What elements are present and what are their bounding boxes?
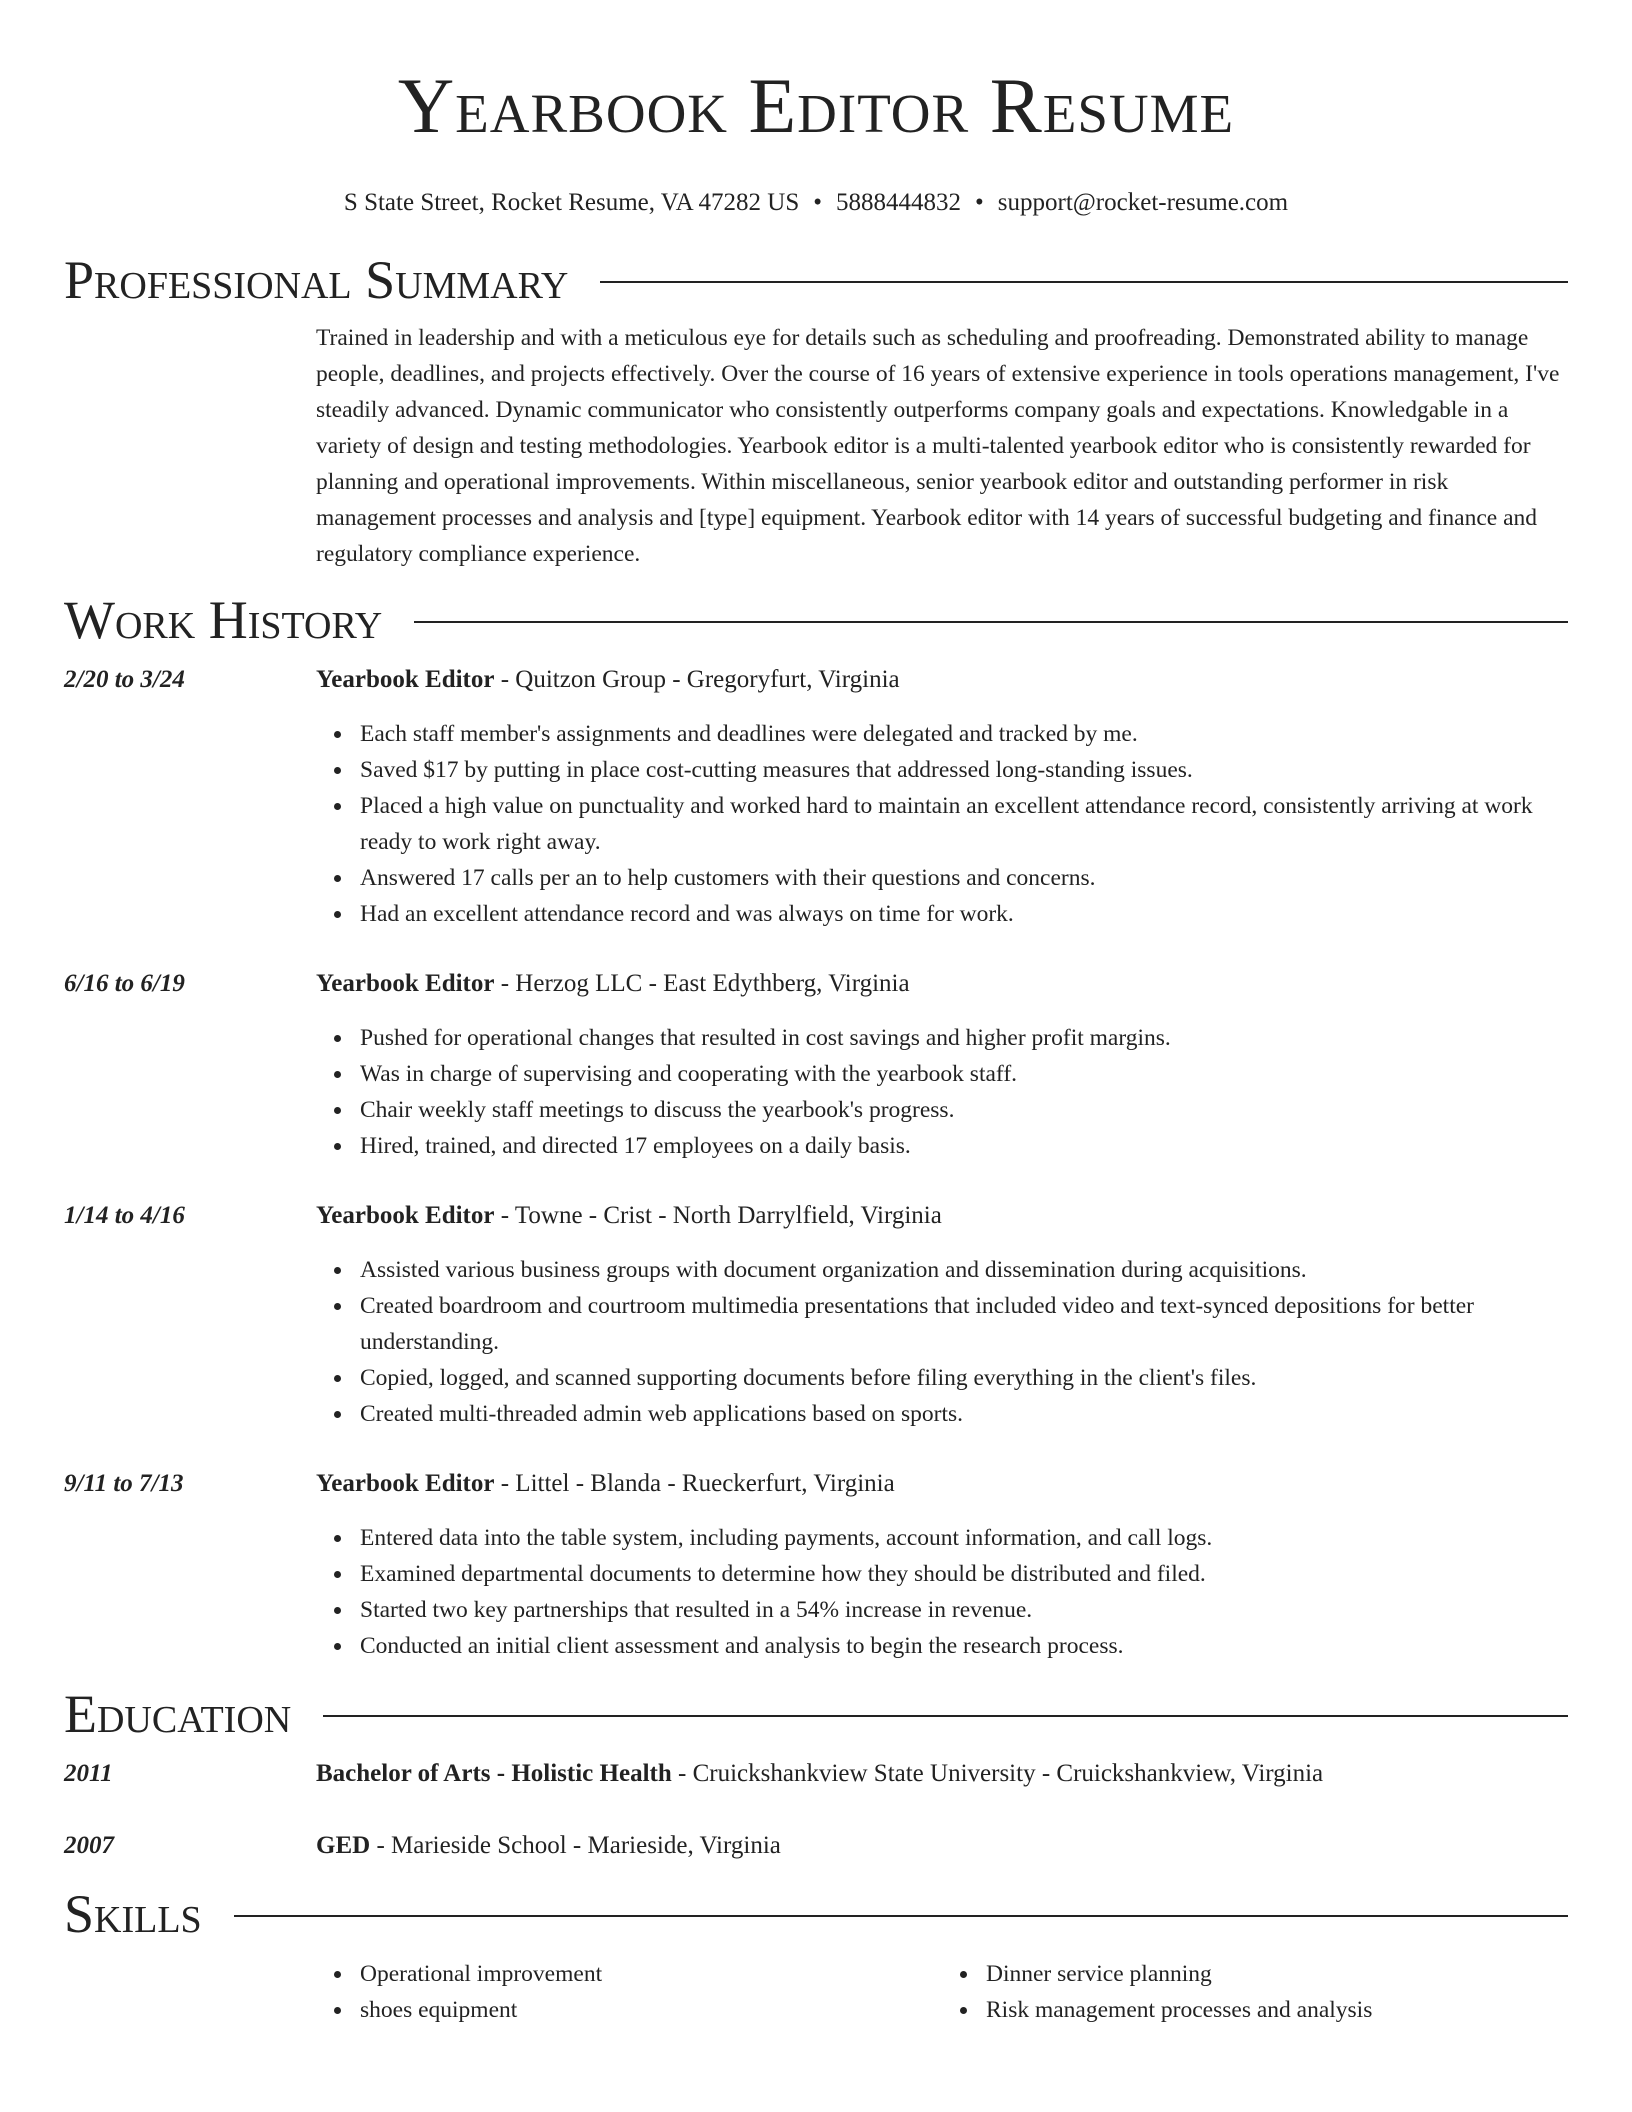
job-title-line bbox=[316, 662, 1568, 698]
skill-item: Risk management processes and analysis bbox=[986, 1992, 1568, 2028]
education-line bbox=[316, 1756, 1568, 1792]
job-title-line bbox=[316, 1198, 1568, 1234]
job-dates: 6/16 to 6/19 bbox=[64, 970, 185, 997]
list-item: Copied, logged, and scanned supporting documents before filing everything in the client's files. bbox=[360, 1360, 1568, 1396]
contact-phone: 5888444832 bbox=[836, 189, 962, 216]
skills-heading: Skills bbox=[64, 1884, 202, 1944]
section-divider bbox=[600, 281, 1568, 283]
education-entry bbox=[64, 1828, 1568, 1864]
list-item: Chair weekly staff meetings to discuss the yearbook's progress. bbox=[360, 1092, 1568, 1128]
skills-list-left bbox=[316, 1956, 942, 2028]
job-role: Yearbook Editor bbox=[316, 1202, 495, 1229]
section-divider bbox=[323, 1715, 1568, 1717]
education-section-header bbox=[64, 1684, 1568, 1744]
job-details: - Towne - Crist - North Darrylfield, Virginia bbox=[494, 1202, 942, 1229]
skills-list-right bbox=[942, 1956, 1568, 2028]
work-heading: Work History bbox=[64, 590, 383, 650]
job-dates: 2/20 to 3/24 bbox=[64, 666, 185, 693]
list-item: Each staff member's assignments and deadlines were delegated and tracked by me. bbox=[360, 716, 1568, 752]
skill-item: shoes equipment bbox=[360, 1992, 942, 2028]
job-details: - Herzog LLC - East Edythberg, Virginia bbox=[494, 970, 910, 997]
education-entry bbox=[64, 1756, 1568, 1792]
contact-separator: • bbox=[975, 189, 984, 216]
job-entry bbox=[64, 966, 1568, 1164]
contact-email: support@rocket-resume.com bbox=[997, 189, 1289, 216]
skill-item: Operational improvement bbox=[360, 1956, 942, 1992]
contact-separator: • bbox=[813, 189, 823, 216]
job-bullets bbox=[316, 1252, 1568, 1432]
skill-item: Dinner service planning bbox=[986, 1956, 1568, 1992]
list-item: Examined departmental documents to determine how they should be distributed and filed. bbox=[360, 1556, 1568, 1592]
list-item: Answered 17 calls per an to help customers with their questions and concerns. bbox=[360, 860, 1568, 896]
education-line bbox=[316, 1828, 1568, 1864]
list-item: Assisted various business groups with document organization and dissemination during acquisitions. bbox=[360, 1252, 1568, 1288]
job-dates: 1/14 to 4/16 bbox=[64, 1202, 185, 1229]
list-item: Conducted an initial client assessment and analysis to begin the research process. bbox=[360, 1628, 1568, 1664]
education-degree: GED bbox=[316, 1832, 371, 1859]
education-details: - Marieside School - Marieside, Virginia bbox=[370, 1832, 781, 1859]
job-bullets bbox=[316, 1020, 1568, 1164]
list-item: Placed a high value on punctuality and worked hard to maintain an excellent attendance record, consistently arriving at work ready to work right away. bbox=[360, 788, 1568, 860]
job-dates: 9/11 to 7/13 bbox=[64, 1470, 184, 1497]
job-title-line bbox=[316, 1466, 1568, 1502]
job-details: - Quitzon Group - Gregoryfurt, Virginia bbox=[494, 666, 900, 693]
education-year: 2007 bbox=[64, 1832, 114, 1859]
work-section-header bbox=[64, 590, 1568, 650]
education-year: 2011 bbox=[64, 1760, 113, 1787]
education-degree: Bachelor of Arts - Holistic Health bbox=[316, 1760, 672, 1787]
summary-text: Trained in leadership and with a meticulous eye for details such as scheduling and proofreading. Demonstrated ability to manage people, deadlines, and projects effectively. Over the course of 16 years of extensive experience in tools operations management, I've steadily advanced. Dynamic communicator who consistently outperforms company goals and expectations. Knowledgable in a variety of design and testing methodologies. Yearbook editor is a multi-talented yearbook editor who is consistently rewarded for planning and operational improvements. Within miscellaneous, senior yearbook editor and outstanding performer in risk management processes and analysis and [type] equipment. Yearbook editor with 14 years of successful budgeting and finance and regulatory compliance experience. bbox=[316, 325, 1560, 567]
job-details: - Littel - Blanda - Rueckerfurt, Virginia bbox=[494, 1470, 895, 1497]
job-role: Yearbook Editor bbox=[316, 666, 495, 693]
section-divider bbox=[234, 1915, 1568, 1917]
education-details: - Cruickshankview State University - Cruickshankview, Virginia bbox=[671, 1760, 1324, 1787]
list-item: Created multi-threaded admin web applications based on sports. bbox=[360, 1396, 1568, 1432]
job-entry bbox=[64, 662, 1568, 932]
job-title-line bbox=[316, 966, 1568, 1002]
job-entry bbox=[64, 1466, 1568, 1664]
skills-section bbox=[64, 1956, 1568, 2028]
job-role: Yearbook Editor bbox=[316, 1470, 495, 1497]
summary-section-header bbox=[64, 250, 1568, 310]
summary-section bbox=[64, 320, 1568, 572]
job-bullets bbox=[316, 716, 1568, 932]
list-item: Hired, trained, and directed 17 employees on a daily basis. bbox=[360, 1128, 1568, 1164]
job-bullets bbox=[316, 1520, 1568, 1664]
skills-section-header bbox=[64, 1884, 1568, 1944]
contact-address: S State Street, Rocket Resume, VA 47282 US bbox=[343, 189, 800, 216]
contact-line bbox=[64, 186, 1568, 220]
list-item: Saved $17 by putting in place cost-cutting measures that addressed long-standing issues. bbox=[360, 752, 1568, 788]
list-item: Started two key partnerships that resulted in a 54% increase in revenue. bbox=[360, 1592, 1568, 1628]
summary-heading: Professional Summary bbox=[64, 250, 569, 310]
education-heading: Education bbox=[64, 1684, 292, 1744]
list-item: Entered data into the table system, including payments, account information, and call logs. bbox=[360, 1520, 1568, 1556]
resume-title: Yearbook Editor Resume bbox=[397, 62, 1235, 149]
list-item: Pushed for operational changes that resulted in cost savings and higher profit margins. bbox=[360, 1020, 1568, 1056]
job-entry bbox=[64, 1198, 1568, 1432]
list-item: Had an excellent attendance record and was always on time for work. bbox=[360, 896, 1568, 932]
section-divider bbox=[414, 621, 1568, 623]
list-item: Was in charge of supervising and cooperating with the yearbook staff. bbox=[360, 1056, 1568, 1092]
job-role: Yearbook Editor bbox=[316, 970, 495, 997]
list-item: Created boardroom and courtroom multimedia presentations that included video and text-synced depositions for better understanding. bbox=[360, 1288, 1568, 1360]
